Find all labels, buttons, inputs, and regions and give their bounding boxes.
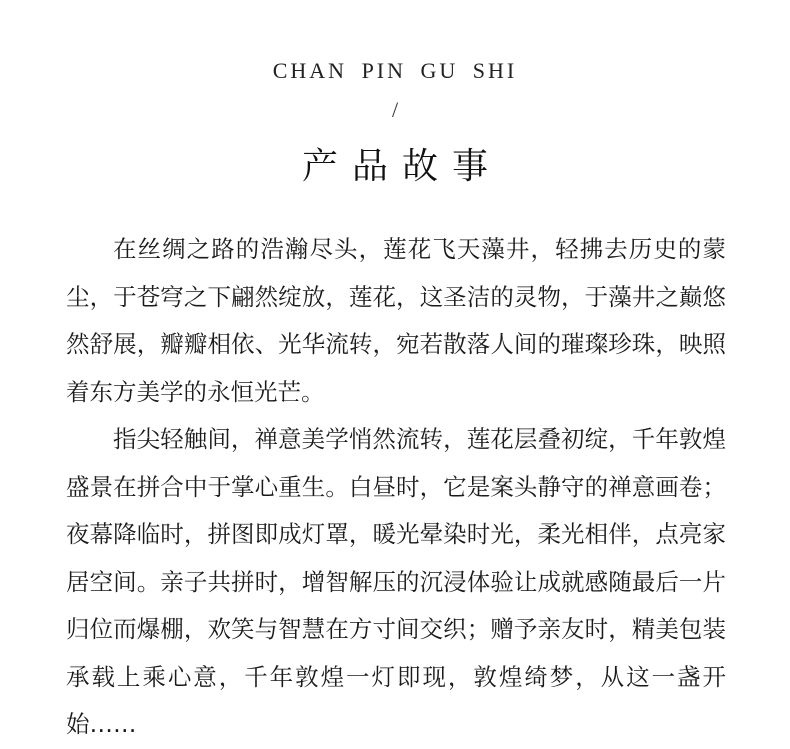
story-body xyxy=(66,226,726,749)
title-separator: / xyxy=(391,97,399,122)
story-paragraph: 在丝绸之路的浩瀚尽头，莲花飞天藻井，轻拂去历史的蒙尘，于苍穹之下翩然绽放，莲花，这圣洁的灵物，于藻井之巅悠然舒展，瓣瓣相依、光华流转，宛若散落人间的璀璨珍珠，映照着东方美学的永恒光芒。 xyxy=(66,235,726,406)
story-paragraph: 指尖轻触间，禅意美学悄然流转，莲花层叠初绽，千年敦煌盛景在拼合中于掌心重生。白昼时，它是案头静守的禅意画卷；夜幕降临时，拼图即成灯罩，暖光晕染时光，柔光相伴，点亮家居空间。亲子共拼时，增智解压的沉浸体验让成就感随最后一片归位而爆棚，欢笑与智慧在方寸间交织；赠予亲友时，精美包装承载上乘心意，千年敦煌一灯即现，敦煌绮梦，从这一盏开始…… xyxy=(66,425,726,738)
pinyin-title: CHAN PIN GU SHI xyxy=(272,58,518,83)
page-title: 产品故事 xyxy=(301,146,502,187)
